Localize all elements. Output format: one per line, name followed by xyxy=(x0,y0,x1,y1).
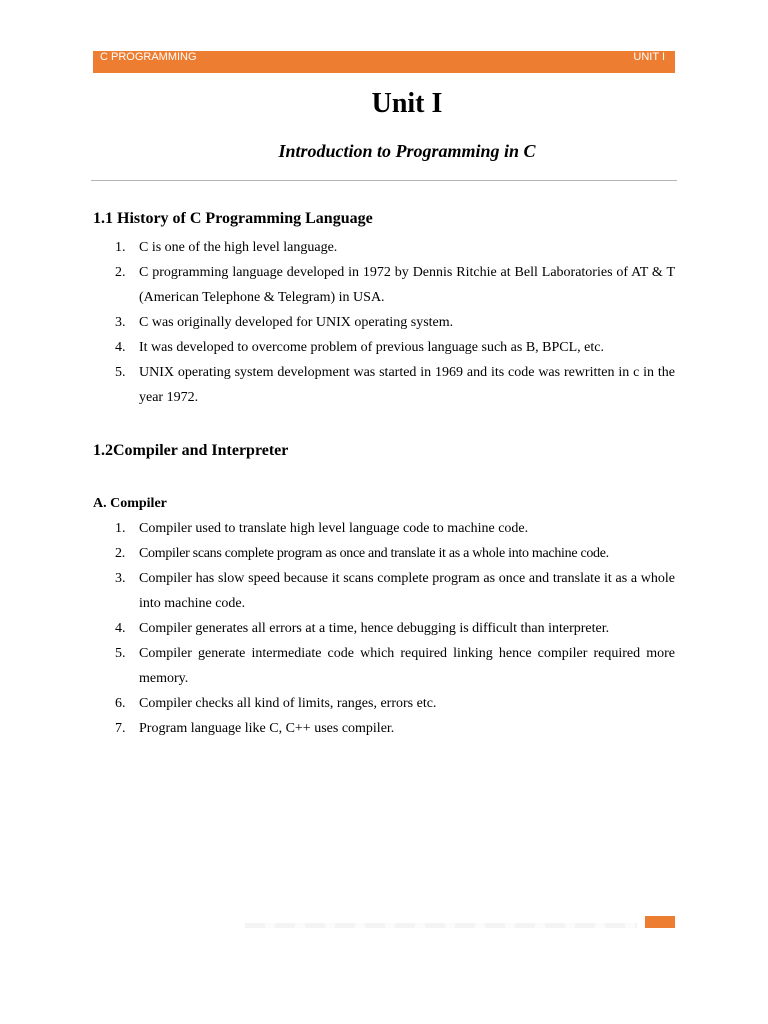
list-item: 1. C is one of the high level language. xyxy=(115,240,338,255)
list-item: 1. Compiler used to translate high level language code to machine code. xyxy=(115,521,529,536)
history-list xyxy=(93,235,675,410)
list-item: 2. Compiler scans complete program as once and translate it as a whole into machine code. xyxy=(115,546,609,561)
list-item: 6. Compiler checks all kind of limits, ranges, errors etc. xyxy=(115,696,437,711)
subheading-compiler: A. Compiler xyxy=(93,496,167,511)
list-item: 5. UNIX operating system development was started in 1969 and its code was rewritten in c in the year 1972. xyxy=(115,365,675,405)
list-item: 2. C programming language developed in 1972 by Dennis Ritchie at Bell Laboratories of AT & T (American Telephone & Telegram) in USA. xyxy=(115,265,675,305)
section-heading-compiler-interpreter: 1.2Compiler and Interpreter xyxy=(93,442,289,459)
page-title: Unit I xyxy=(371,88,443,119)
header-unit-label: UNIT I xyxy=(633,51,665,63)
list-item: 5. Compiler generate intermediate code which required linking hence compiler required more memory. xyxy=(115,646,675,686)
page-header-bar xyxy=(93,51,675,73)
page-subtitle: Introduction to Programming in C xyxy=(278,141,536,161)
list-item: 3. C was originally developed for UNIX operating system. xyxy=(115,315,454,330)
header-course-title: C PROGRAMMING xyxy=(100,51,197,63)
list-item: 7. Program language like C, C++ uses compiler. xyxy=(115,721,395,736)
title-divider xyxy=(91,180,677,181)
list-item: 4. Compiler generates all errors at a time, hence debugging is difficult than interpreter. xyxy=(115,621,610,636)
compiler-list xyxy=(93,516,675,741)
footer-page-marker xyxy=(645,916,675,928)
list-item: 4. It was developed to overcome problem of previous language such as B, BPCL, etc. xyxy=(115,340,604,355)
section-heading-history: 1.1 History of C Programming Language xyxy=(93,210,373,227)
footer-faint-text xyxy=(245,923,637,928)
list-item: 3. Compiler has slow speed because it scans complete program as once and translate it as a whole into machine code. xyxy=(115,571,675,611)
